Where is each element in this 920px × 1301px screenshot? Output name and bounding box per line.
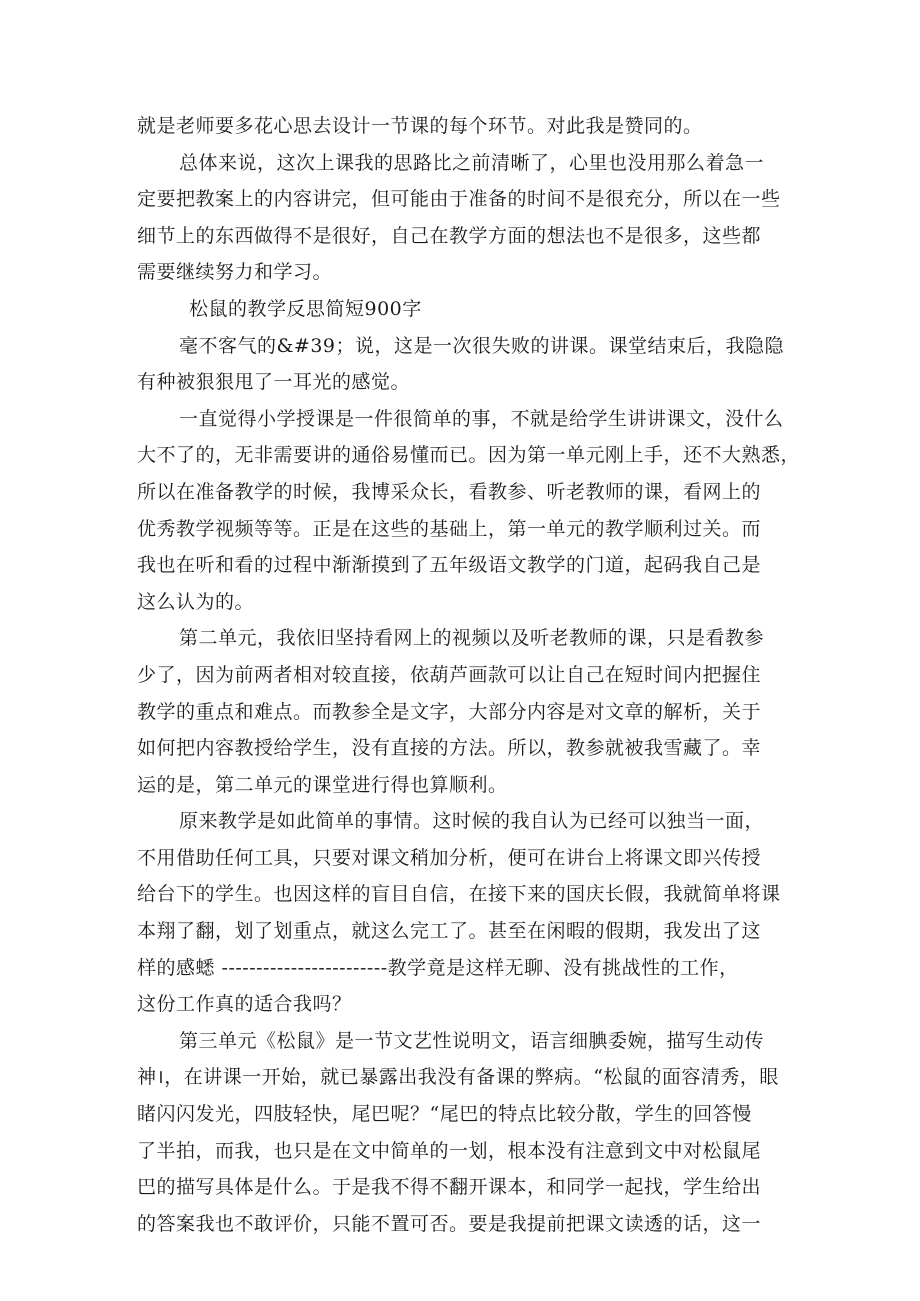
text-line: 了半拍，而我，也只是在文中简单的一划，根本没有注意到文中对松鼠尾	[137, 1139, 762, 1162]
text-line: 大不了的，无非需要讲的通俗易懂而已。因为第一单元刚上手，还不大熟悉，	[137, 444, 801, 467]
text-line: 定要把教案上的内容讲完，但可能由于准备的时间不是很充分，所以在一些	[137, 188, 781, 211]
text-line: 第二单元，我依旧坚持看网上的视频以及听老教师的课，只是看教参	[179, 627, 765, 650]
text-line: 样的感蟋 ------------------------教学竟是这样无聊、没有挑战性的工作，	[137, 956, 739, 979]
text-line: 第三单元《松鼠》是一节文艺性说明文，语言细腆委婉，描写生动传	[179, 1029, 765, 1052]
text-line: 如何把内容教授给学生，没有直接的方法。所以，教参就被我雪藏了。幸	[137, 737, 762, 760]
text-line: 原来教学是如此简单的事情。这时候的我自认为已经可以独当一面，	[179, 810, 765, 833]
text-line: 需要继续努力和学习。	[137, 261, 333, 284]
text-line: 毫不客气的&#39；说，这是一次很失败的讲课。课堂结束后，我隐隐	[179, 334, 785, 357]
text-line: 所以在准备教学的时候，我博采众长，看教参、听老教师的课，看网上的	[137, 480, 762, 503]
text-line: 细节上的东西做得不是很好，自己在教学方面的想法也不是很多，这些都	[137, 224, 762, 247]
text-line: 神।，在讲课一开始，就已暴露出我没有备课的弊病。“松鼠的面容清秀，眼	[137, 1066, 779, 1089]
text-line: 巴的描写具体是什么。于是我不得不翻开课本，和同学一起找，学生给出	[137, 1176, 762, 1199]
text-line: 不用借助任何工具，只要对课文稍加分析，便可在讲台上将课文即兴传授	[137, 846, 762, 869]
text-line: 少了，因为前两者相对较直接，依葫芦画款可以让自己在短时间内把握住	[137, 663, 762, 686]
body-text	[137, 108, 801, 1242]
text-line: 这么认为的。	[137, 590, 255, 613]
text-line: 我也在听和看的过程中渐渐摸到了五年级语文教学的门道，起码我自己是	[137, 554, 762, 577]
text-line: 睹闪闪发光，四肢轻快，尾巴呢？“尾巴的特点比较分散，学生的回答慢	[137, 1103, 752, 1126]
text-line: 总体来说，这次上课我的思路比之前清晰了，心里也没用那么着急一	[179, 151, 765, 174]
text-line: 优秀教学视频等等。正是在这些的基础上，第一单元的教学顺利过关。而	[137, 517, 762, 540]
text-line: 一直觉得小学授课是一件很简单的事，不就是给学生讲讲课文，没什么	[179, 407, 784, 430]
text-line: 本翔了翻，划了划重点，就这么完工了。甚至在闲暇的假期，我发出了这	[137, 920, 762, 943]
text-line: 运的是，第二单元的课堂进行得也算顺利。	[137, 773, 508, 796]
section-heading: 松鼠的教学反思简短900字	[189, 297, 422, 320]
text-line: 就是老师要多花心思去设计一节课的每个环节。对此我是赞同的。	[137, 115, 703, 137]
text-line: 教学的重点和难点。而教参全是文字，大部分内容是对文章的解析，关于	[137, 700, 762, 723]
text-line: 这份工作真的适合我吗？	[137, 993, 352, 1016]
text-line: 的答案我也不敢评价，只能不置可否。要是我提前把课文读透的话，这一	[137, 1212, 762, 1235]
text-line: 给台下的学生。也因这样的盲目自信，在接下来的国庆长假，我就简单将课	[137, 883, 781, 906]
text-line: 有种被狠狠甩了一耳光的感觉。	[137, 371, 411, 394]
